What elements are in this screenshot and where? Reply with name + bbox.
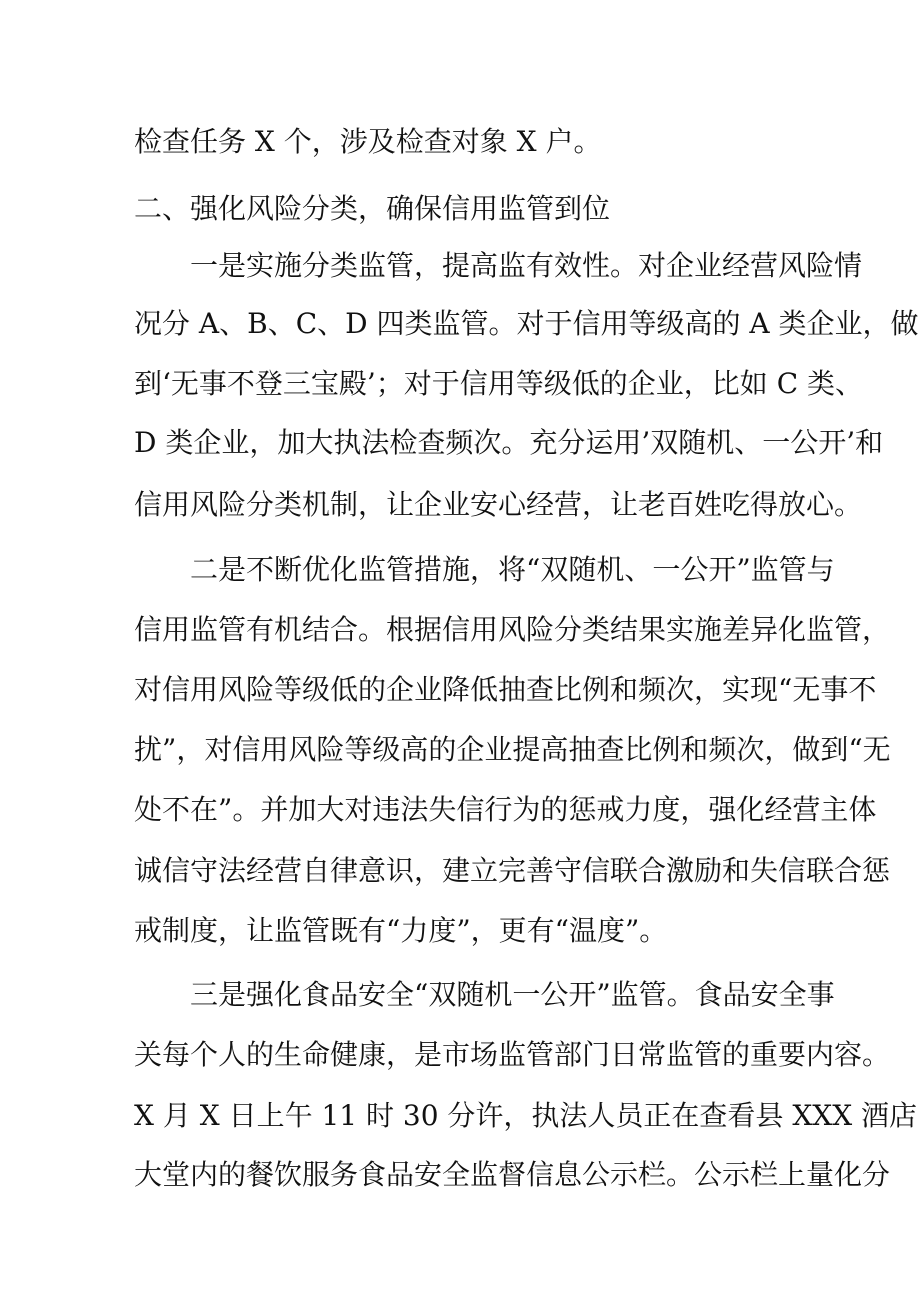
text-line: 三是强化食品安全“双随机一公开”监管。食品安全事	[190, 978, 835, 1011]
text-line: 大堂内的餐饮服务食品安全监督信息公示栏。公示栏上量化分	[134, 1158, 891, 1191]
text-line: 扰”，对信用风险等级高的企业提高抽查比例和频次，做到“无	[134, 733, 891, 766]
text-line: 关每个人的生命健康，是市场监管部门日常监管的重要内容。	[134, 1038, 891, 1071]
text-line: 诚信守法经营自律意识，建立完善守信联合激励和失信联合惩	[134, 854, 891, 887]
text-line: 信用监管有机结合。根据信用风险分类结果实施差异化监管，	[134, 613, 891, 646]
text-line: 对信用风险等级低的企业降低抽查比例和频次，实现“无事不	[134, 673, 877, 706]
text-line: 况分 A、B、C、D 四类监管。对于信用等级高的 A 类企业，做	[134, 307, 919, 340]
text-line: 到‘无事不登三宝殿’；对于信用等级低的企业，比如 C 类、	[134, 367, 864, 400]
text-line: 检查任务 X 个，涉及检查对象 X 户。	[134, 125, 602, 158]
text-line: 二是不断优化监管措施，将“双随机、一公开”监管与	[190, 553, 835, 586]
section-heading: 二、强化风险分类，确保信用监管到位	[134, 192, 611, 225]
text-line: 处不在”。并加大对违法失信行为的惩戒力度，强化经营主体	[134, 793, 877, 826]
text-line: 戒制度，让监管既有“力度”，更有“温度”。	[134, 914, 668, 947]
text-line: 信用风险分类机制，让企业安心经营，让老百姓吃得放心。	[134, 488, 863, 521]
text-line: 一是实施分类监管，提高监有效性。对企业经营风险情	[190, 249, 863, 282]
text-line: X 月 X 日上午 11 时 30 分许，执法人员正在查看县 XXX 酒店	[134, 1099, 918, 1132]
text-line: D 类企业，加大执法检查频次。充分运用’双随机、一公开’和	[134, 426, 884, 459]
